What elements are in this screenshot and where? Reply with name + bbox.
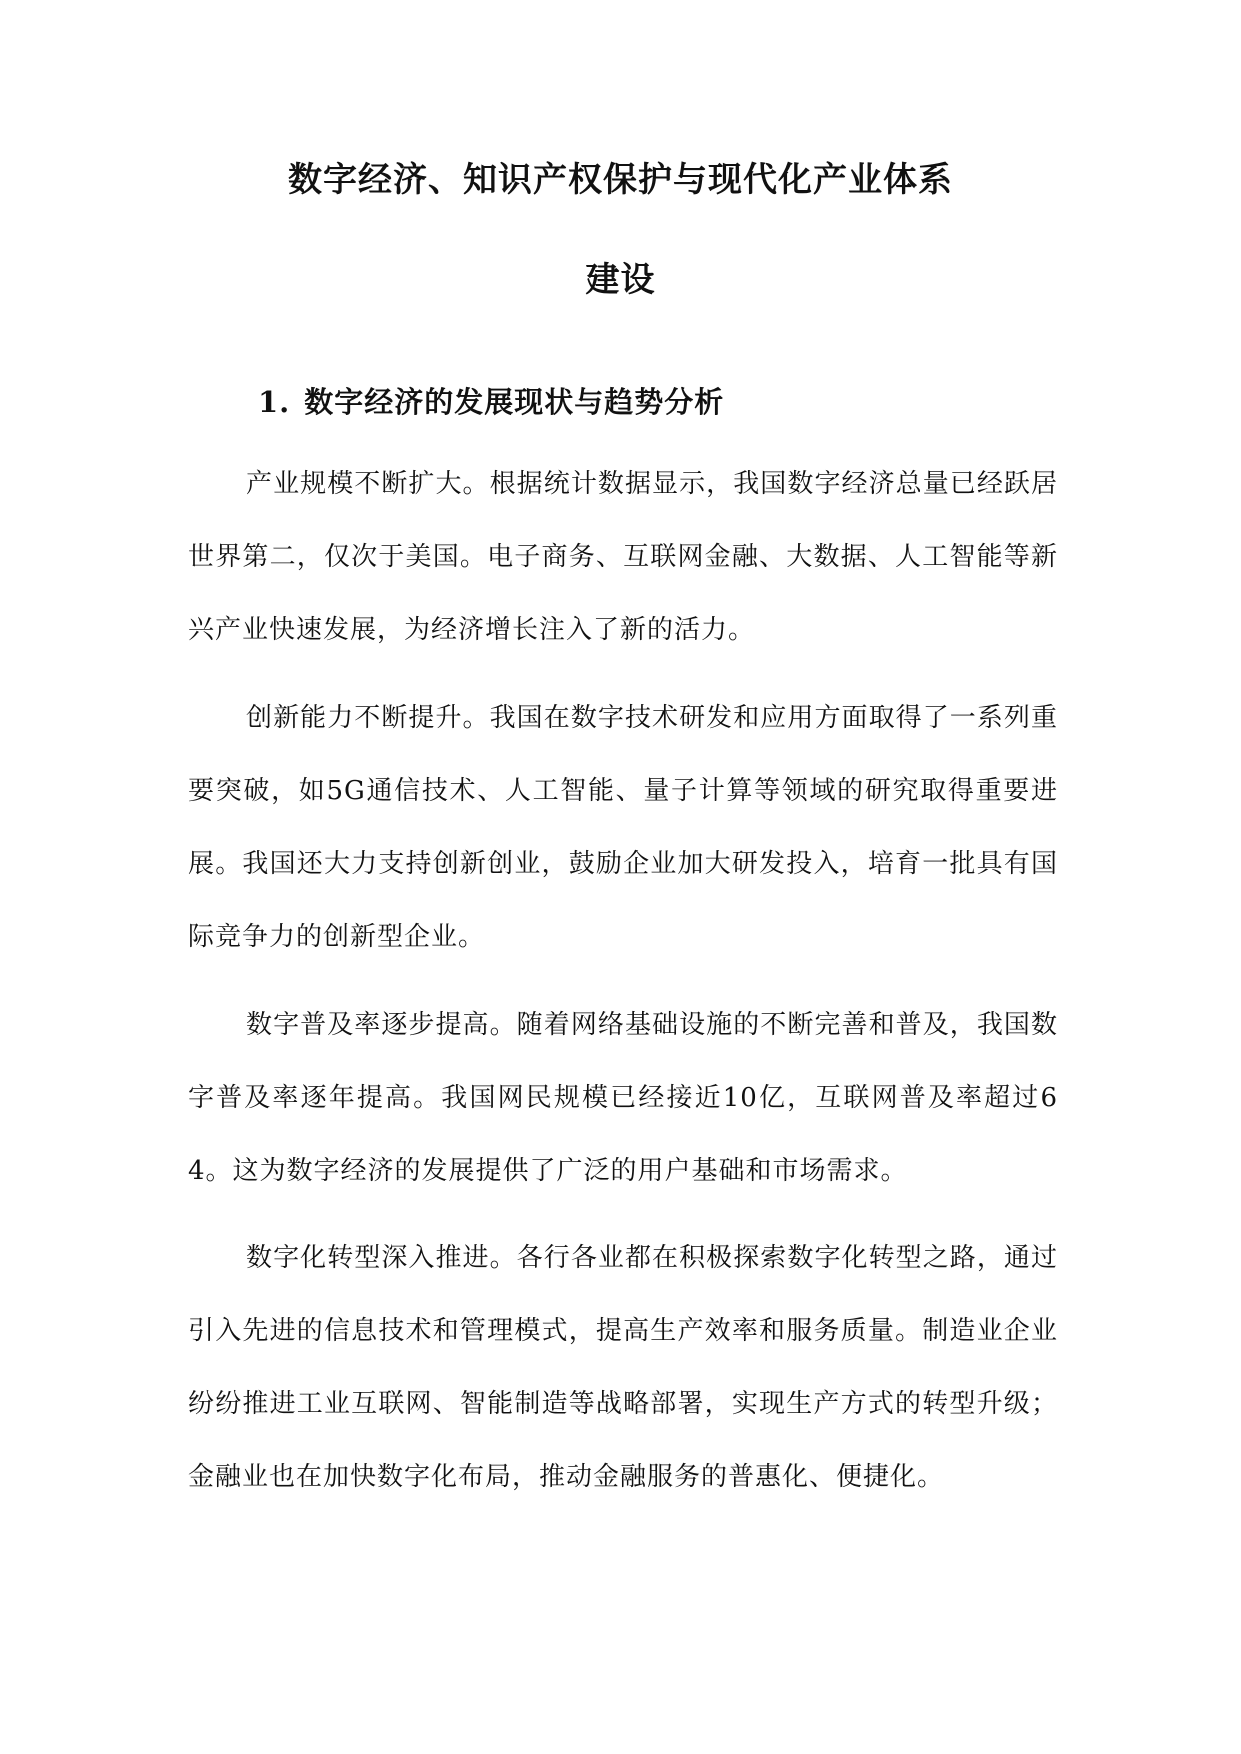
- body-paragraph: 产业规模不断扩大。根据统计数据显示，我国数字经济总量已经跃居世界第二，仅次于美国。电子商务、互联网金融、大数据、人工智能等新兴产业快速发展，为经济增长注入了新的活力。: [188, 469, 1058, 645]
- document-title-line-2: 建设: [585, 260, 656, 300]
- section-heading-text: 数字经济的发展现状与趋势分析: [304, 385, 725, 419]
- document-title-line-1: 数字经济、知识产权保护与现代化产业体系: [288, 160, 953, 200]
- body-paragraph: 数字普及率逐步提高。随着网络基础设施的不断完善和普及，我国数字普及率逐年提高。我国网民规模已经接近10亿，互联网普及率超过64。这为数字经济的发展提供了广泛的用户基础和市场需求。: [188, 1010, 1058, 1186]
- section-heading: [258, 380, 724, 421]
- section-number: 1.: [258, 385, 291, 419]
- body-paragraph: 数字化转型深入推进。各行各业都在积极探索数字化转型之路，通过引入先进的信息技术和管理模式，提高生产效率和服务质量。制造业企业纷纷推进工业互联网、智能制造等战略部署，实现生产方式的转型升级；金融业也在加快数字化布局，推动金融服务的普惠化、便捷化。: [188, 1243, 1058, 1492]
- body-paragraph: 创新能力不断提升。我国在数字技术研发和应用方面取得了一系列重要突破，如5G通信技术、人工智能、量子计算等领域的研究取得重要进展。我国还大力支持创新创业，鼓励企业加大研发投入，培育一批具有国际竞争力的创新型企业。: [188, 703, 1058, 952]
